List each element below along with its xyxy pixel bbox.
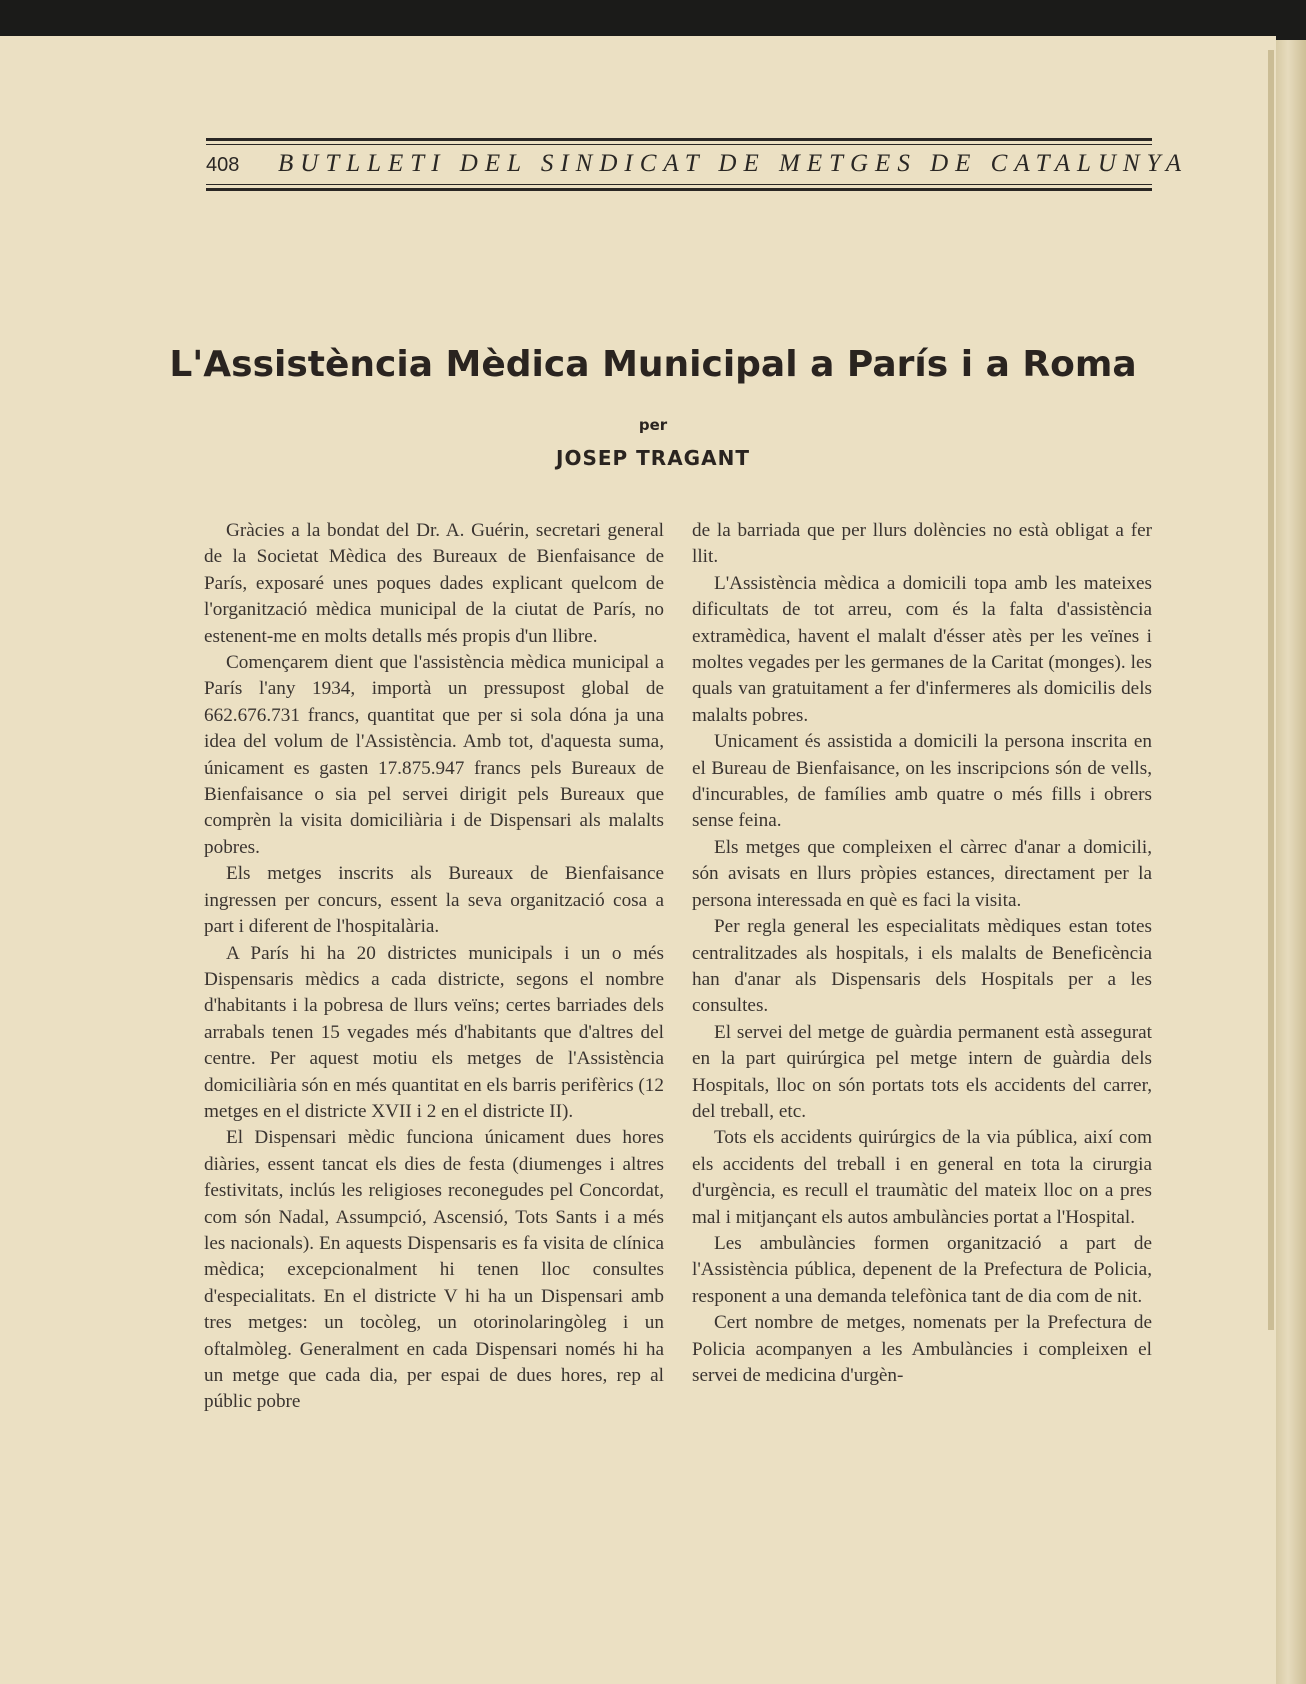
header-rule-top (206, 138, 1152, 141)
paragraph: El Dispensari mèdic funciona únicament dues hores diàries, essent tancat els dies de festa (diumenges i altres festivitats, inclús les religioses reconegudes pel Concordat, com són Nadal, Assumpció, Ascensió, Tots Sants i a més les nacionals). En aquests Dispensaris es fa visita de clínica mèdica; excepcionalment hi tenen lloc consultes d'especialitats. En el districte V hi ha un Dispensari amb tres metges: un tocòleg, un otorinolaringòleg i un oftalmòleg. Generalment en cada Dispensari només hi ha un metge que cada dia, per espai de dues hores, rep al públic pobre (204, 1127, 664, 1413)
paragraph: L'Assistència mèdica a domicili topa amb les mateixes dificultats de tot arreu, com és la falta d'assistència extramèdica, havent el malalt d'ésser atès per les veïnes i moltes vegades per les germanes de la Caritat (monges). les quals van gratuitament a fer d'infermeres als domicilis dels malalts pobres. (692, 572, 1152, 726)
paragraph: Començarem dient que l'assistència mèdica municipal a París l'any 1934, importà un pressupost global de 662.676.731 francs, quantitat que per si sola dóna ja una idea del volum de l'Assistència. Amb tot, d'aquesta suma, únicament es gasten 17.875.947 francs pels Bureaux de Bienfaisance o sia pel servei dirigit pels Bureaux que comprèn la visita domiciliària i de Dispensari als malalts pobres. (204, 652, 664, 858)
article-byline: per (638, 416, 668, 434)
paragraph: Unicament és assistida a domicili la persona inscrita en el Bureau de Bienfaisance, on les inscripcions són de vells, d'incurables, de famílies amb quatre o més fills i obrers sense feina. (692, 731, 1152, 832)
header-rule-bottom-thin (206, 184, 1152, 185)
page-number: 408 (206, 154, 240, 176)
paragraph: El servei del metge de guàrdia permanent està assegurat en la part quirúrgica pel metge intern de guàrdia dels Hospitals, lloc on són portats tots els accidents del carrer, del treball, etc. (692, 1021, 1152, 1122)
left-column (204, 518, 664, 1416)
paragraph: Gràcies a la bondat del Dr. A. Guérin, secretari general de la Societat Mèdica des Bureaux de Bienfaisance de París, exposaré unes poques dades explicant quelcom de l'organització mèdica municipal de la ciutat de París, no estenent-me en molts detalls més propis d'un llibre. (204, 520, 664, 647)
paragraph: Els metges que compleixen el càrrec d'anar a domicili, són avisats en llurs pròpies estances, directament per la persona interessada en què es faci la visita. (692, 836, 1152, 911)
book-page-edge (1276, 40, 1306, 1684)
running-title: BUTLLETI DEL SINDICAT DE METGES DE CATALUNYA (278, 150, 1189, 177)
paragraph: Cert nombre de metges, nomenats per la Prefectura de Policia acompanyen a les Ambulàncies i compleixen el servei de medicina d'urgèn- (692, 1312, 1152, 1386)
right-column (692, 518, 1152, 1389)
paragraph-continuation: de la barriada que per llurs dolències no està obligat a fer llit. (692, 520, 1152, 568)
paragraph: A París hi ha 20 districtes municipals i un o més Dispensaris mèdics a cada districte, segons el nombre d'habitants i la pobresa de llurs veïns; certes barriades dels arrabals tenen 15 vegades més d'habitants que d'altres del centre. Per aquest motiu els metges de l'Assistència domiciliària són en més quantitat en els barris perifèrics (12 metges en el districte XVII i 2 en el districte II). (204, 942, 664, 1122)
article-title: L'Assistència Mèdica Municipal a París i a Roma (169, 344, 1137, 385)
header-rule-bottom (206, 188, 1152, 191)
paragraph: Tots els accidents quirúrgics de la via pública, així com els accidents del treball i en general en tota la cirurgia d'urgència, es recull el traumàtic del mateix lloc on a pres mal i mitjançant els autos ambulàncies portat a l'Hospital. (692, 1127, 1152, 1228)
paragraph: Les ambulàncies formen organització a part de l'Assistència pública, depenent de la Prefectura de Policia, responent a una demanda telefònica tant de dia com de nit. (692, 1232, 1152, 1307)
page-header (206, 138, 1189, 192)
page-fold-shadow (1268, 50, 1274, 1330)
paragraph: Els metges inscrits als Bureaux de Bienfaisance ingressen per concurs, essent la seva organització cosa a part i diferent de l'hospitalària. (204, 863, 664, 938)
paragraph: Per regla general les especialitats mèdiques estan totes centralitzades als hospitals, i els malalts de Beneficència han d'anar als Dispensaris dels Hospitals per a les consultes. (692, 916, 1152, 1017)
header-rule-top-thin (206, 144, 1152, 145)
article-author: JOSEP TRAGANT (556, 446, 750, 470)
